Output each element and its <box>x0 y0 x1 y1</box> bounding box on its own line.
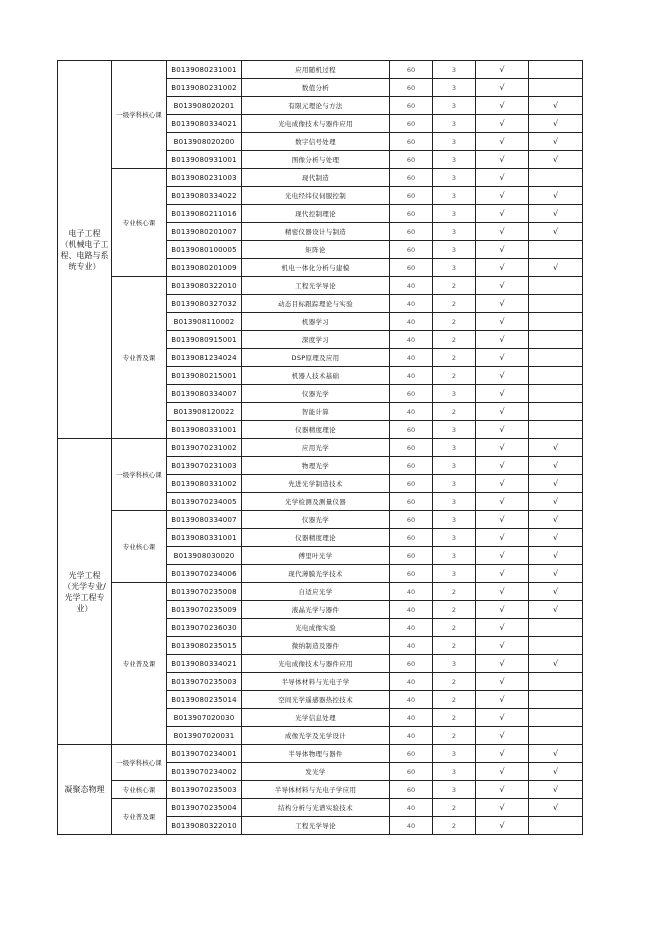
course-category: 一级学科核心课 <box>112 439 167 511</box>
course-credits: 2 <box>433 673 476 691</box>
course-code: B013908020201 <box>167 97 242 115</box>
course-name: 精密仪器设计与制造 <box>242 223 390 241</box>
required-check: √ <box>476 673 529 691</box>
required-check: √ <box>476 187 529 205</box>
course-hours: 60 <box>390 745 433 763</box>
course-code: B0139080915001 <box>167 331 242 349</box>
required-check: √ <box>476 475 529 493</box>
major-name: 光学工程 （光学专业/光学工程专业） <box>58 439 112 745</box>
course-credits: 3 <box>433 745 476 763</box>
required-check: √ <box>476 817 529 835</box>
course-hours: 60 <box>390 529 433 547</box>
course-hours: 60 <box>390 61 433 79</box>
required-check: √ <box>476 511 529 529</box>
course-credits: 3 <box>433 223 476 241</box>
course-credits: 2 <box>433 331 476 349</box>
degree-check <box>529 61 583 79</box>
course-code: B0139070236030 <box>167 619 242 637</box>
course-code: B0139070231003 <box>167 457 242 475</box>
required-check: √ <box>476 583 529 601</box>
course-category: 专业普及课 <box>112 277 167 439</box>
course-name: 机电一体化分析与建模 <box>242 259 390 277</box>
course-code: B0139080334021 <box>167 655 242 673</box>
degree-check <box>529 169 583 187</box>
course-name: 现代控制理论 <box>242 205 390 223</box>
course-hours: 60 <box>390 475 433 493</box>
course-credits: 3 <box>433 547 476 565</box>
degree-check <box>529 637 583 655</box>
course-name: 微纳制造及器件 <box>242 637 390 655</box>
course-name: 光电经纬仪伺服控制 <box>242 187 390 205</box>
course-code: B0139080235014 <box>167 691 242 709</box>
course-code: B013907020031 <box>167 727 242 745</box>
course-hours: 40 <box>390 691 433 709</box>
required-check: √ <box>476 637 529 655</box>
course-credits: 2 <box>433 619 476 637</box>
course-name: 智能计算 <box>242 403 390 421</box>
course-name: 矩阵论 <box>242 241 390 259</box>
course-hours: 60 <box>390 115 433 133</box>
degree-check <box>529 241 583 259</box>
required-check: √ <box>476 403 529 421</box>
course-hours: 60 <box>390 223 433 241</box>
course-code: B0139080334007 <box>167 385 242 403</box>
course-credits: 3 <box>433 205 476 223</box>
degree-check: √ <box>529 115 583 133</box>
course-hours: 60 <box>390 511 433 529</box>
course-table-body <box>58 61 583 835</box>
required-check: √ <box>476 97 529 115</box>
course-hours: 40 <box>390 601 433 619</box>
degree-check: √ <box>529 547 583 565</box>
degree-check: √ <box>529 439 583 457</box>
required-check: √ <box>476 205 529 223</box>
course-hours: 40 <box>390 403 433 421</box>
degree-check: √ <box>529 133 583 151</box>
course-category: 一级学科核心课 <box>112 745 167 781</box>
course-code: B0139080235015 <box>167 637 242 655</box>
course-credits: 2 <box>433 817 476 835</box>
course-code: B013908020200 <box>167 133 242 151</box>
course-credits: 3 <box>433 97 476 115</box>
degree-check <box>529 691 583 709</box>
degree-check: √ <box>529 799 583 817</box>
degree-check: √ <box>529 781 583 799</box>
table-row <box>58 169 583 187</box>
course-hours: 60 <box>390 547 433 565</box>
course-name: 半导体材料与光电子学 <box>242 673 390 691</box>
course-code: B0139081234024 <box>167 349 242 367</box>
course-credits: 3 <box>433 565 476 583</box>
required-check: √ <box>476 223 529 241</box>
course-hours: 40 <box>390 583 433 601</box>
course-code: B013908110002 <box>167 313 242 331</box>
degree-check: √ <box>529 457 583 475</box>
course-code: B0139070234006 <box>167 565 242 583</box>
course-credits: 2 <box>433 403 476 421</box>
course-credits: 2 <box>433 799 476 817</box>
course-code: B0139070234001 <box>167 745 242 763</box>
course-credits: 3 <box>433 493 476 511</box>
course-code: B0139080331001 <box>167 529 242 547</box>
course-hours: 60 <box>390 763 433 781</box>
degree-check <box>529 79 583 97</box>
course-category: 专业普及课 <box>112 583 167 745</box>
course-hours: 40 <box>390 799 433 817</box>
required-check: √ <box>476 151 529 169</box>
required-check: √ <box>476 61 529 79</box>
required-check: √ <box>476 367 529 385</box>
course-name: 光学检测及测量仪器 <box>242 493 390 511</box>
course-hours: 60 <box>390 781 433 799</box>
degree-check: √ <box>529 205 583 223</box>
course-hours: 40 <box>390 709 433 727</box>
course-credits: 3 <box>433 529 476 547</box>
major-name: 凝聚态物理 <box>58 745 112 835</box>
course-hours: 60 <box>390 565 433 583</box>
required-check: √ <box>476 781 529 799</box>
course-code: B0139070235004 <box>167 799 242 817</box>
course-hours: 60 <box>390 421 433 439</box>
required-check: √ <box>476 691 529 709</box>
course-code: B0139080322010 <box>167 277 242 295</box>
degree-check: √ <box>529 223 583 241</box>
required-check: √ <box>476 169 529 187</box>
course-hours: 40 <box>390 349 433 367</box>
course-name: 动态目标跟踪理论与实验 <box>242 295 390 313</box>
course-credits: 3 <box>433 457 476 475</box>
course-name: 光电成像实验 <box>242 619 390 637</box>
course-hours: 60 <box>390 493 433 511</box>
course-name: 仪器光学 <box>242 511 390 529</box>
course-code: B0139080327032 <box>167 295 242 313</box>
course-name: 自适应光学 <box>242 583 390 601</box>
course-name: 仪器光学 <box>242 385 390 403</box>
required-check: √ <box>476 295 529 313</box>
course-credits: 2 <box>433 277 476 295</box>
course-credits: 3 <box>433 115 476 133</box>
course-name: 仪器精度理论 <box>242 421 390 439</box>
degree-check <box>529 367 583 385</box>
degree-check <box>529 349 583 367</box>
required-check: √ <box>476 385 529 403</box>
required-check: √ <box>476 133 529 151</box>
degree-check <box>529 727 583 745</box>
required-check: √ <box>476 457 529 475</box>
course-code: B0139080322010 <box>167 817 242 835</box>
course-hours: 60 <box>390 133 433 151</box>
course-name: 应用光学 <box>242 439 390 457</box>
course-code: B0139080211016 <box>167 205 242 223</box>
degree-check <box>529 313 583 331</box>
course-name: 空间光学遥感器热控技术 <box>242 691 390 709</box>
course-credits: 2 <box>433 709 476 727</box>
course-credits: 2 <box>433 637 476 655</box>
required-check: √ <box>476 727 529 745</box>
course-code: B0139080201009 <box>167 259 242 277</box>
course-code: B0139080331002 <box>167 475 242 493</box>
course-category: 专业核心课 <box>112 169 167 277</box>
course-credits: 3 <box>433 781 476 799</box>
degree-check: √ <box>529 475 583 493</box>
course-table <box>57 60 583 835</box>
course-hours: 60 <box>390 79 433 97</box>
course-name: 液晶光学与器件 <box>242 601 390 619</box>
course-hours: 40 <box>390 367 433 385</box>
degree-check <box>529 619 583 637</box>
course-code: B0139070231002 <box>167 439 242 457</box>
required-check: √ <box>476 241 529 259</box>
required-check: √ <box>476 745 529 763</box>
course-credits: 3 <box>433 511 476 529</box>
course-code: B0139080231003 <box>167 169 242 187</box>
degree-check: √ <box>529 493 583 511</box>
course-hours: 60 <box>390 457 433 475</box>
course-code: B0139080334021 <box>167 115 242 133</box>
course-code: B0139080100005 <box>167 241 242 259</box>
course-code: B0139080201007 <box>167 223 242 241</box>
required-check: √ <box>476 349 529 367</box>
required-check: √ <box>476 115 529 133</box>
course-credits: 2 <box>433 601 476 619</box>
course-hours: 60 <box>390 151 433 169</box>
table-row <box>58 781 583 799</box>
degree-check: √ <box>529 529 583 547</box>
course-name: 数值分析 <box>242 79 390 97</box>
course-code: B0139070234005 <box>167 493 242 511</box>
course-credits: 3 <box>433 439 476 457</box>
course-code: B0139080334022 <box>167 187 242 205</box>
course-credits: 2 <box>433 583 476 601</box>
table-row <box>58 583 583 601</box>
course-hours: 60 <box>390 241 433 259</box>
degree-check <box>529 403 583 421</box>
degree-check: √ <box>529 187 583 205</box>
degree-check: √ <box>529 745 583 763</box>
required-check: √ <box>476 763 529 781</box>
degree-check <box>529 331 583 349</box>
course-code: B0139080215001 <box>167 367 242 385</box>
course-credits: 3 <box>433 259 476 277</box>
course-hours: 40 <box>390 817 433 835</box>
course-name: 工程光学导论 <box>242 817 390 835</box>
course-credits: 3 <box>433 187 476 205</box>
course-hours: 60 <box>390 97 433 115</box>
degree-check: √ <box>529 97 583 115</box>
degree-check: √ <box>529 259 583 277</box>
course-code: B0139080331001 <box>167 421 242 439</box>
degree-check <box>529 295 583 313</box>
required-check: √ <box>476 601 529 619</box>
table-row <box>58 277 583 295</box>
course-hours: 40 <box>390 727 433 745</box>
required-check: √ <box>476 259 529 277</box>
course-credits: 3 <box>433 763 476 781</box>
major-name: 电子工程 （机械电子工程、电路与系统专业） <box>58 61 112 439</box>
course-credits: 2 <box>433 349 476 367</box>
course-code: B013908120022 <box>167 403 242 421</box>
course-name: 傅里叶光学 <box>242 547 390 565</box>
course-credits: 2 <box>433 295 476 313</box>
required-check: √ <box>476 655 529 673</box>
course-name: 光学信息处理 <box>242 709 390 727</box>
table-row <box>58 439 583 457</box>
course-name: 先进光学制造技术 <box>242 475 390 493</box>
course-name: 有限元理论与方法 <box>242 97 390 115</box>
course-hours: 60 <box>390 439 433 457</box>
course-credits: 3 <box>433 655 476 673</box>
required-check: √ <box>476 439 529 457</box>
course-name: 光电成像技术与器件应用 <box>242 655 390 673</box>
course-category: 一级学科核心课 <box>112 61 167 169</box>
course-name: 应用随机过程 <box>242 61 390 79</box>
course-hours: 60 <box>390 187 433 205</box>
required-check: √ <box>476 331 529 349</box>
required-check: √ <box>476 799 529 817</box>
course-name: 现代制造 <box>242 169 390 187</box>
course-code: B0139080231001 <box>167 61 242 79</box>
course-code: B0139070235008 <box>167 583 242 601</box>
course-code: B0139080334007 <box>167 511 242 529</box>
course-name: 现代薄膜光学技术 <box>242 565 390 583</box>
table-row <box>58 745 583 763</box>
course-code: B0139080231002 <box>167 79 242 97</box>
course-credits: 2 <box>433 727 476 745</box>
degree-check <box>529 673 583 691</box>
course-hours: 40 <box>390 295 433 313</box>
degree-check <box>529 421 583 439</box>
required-check: √ <box>476 277 529 295</box>
degree-check: √ <box>529 511 583 529</box>
course-credits: 3 <box>433 475 476 493</box>
course-credits: 3 <box>433 133 476 151</box>
course-credits: 3 <box>433 241 476 259</box>
course-hours: 60 <box>390 385 433 403</box>
degree-check <box>529 385 583 403</box>
course-name: 机器学习 <box>242 313 390 331</box>
course-name: 深度学习 <box>242 331 390 349</box>
required-check: √ <box>476 547 529 565</box>
course-name: 物理光学 <box>242 457 390 475</box>
course-code: B013908030020 <box>167 547 242 565</box>
required-check: √ <box>476 493 529 511</box>
course-name: 图像分析与处理 <box>242 151 390 169</box>
course-hours: 40 <box>390 637 433 655</box>
required-check: √ <box>476 565 529 583</box>
degree-check: √ <box>529 601 583 619</box>
required-check: √ <box>476 421 529 439</box>
course-name: 发光学 <box>242 763 390 781</box>
course-hours: 60 <box>390 205 433 223</box>
degree-check <box>529 277 583 295</box>
course-credits: 2 <box>433 313 476 331</box>
course-code: B0139070234002 <box>167 763 242 781</box>
course-code: B0139070235003 <box>167 781 242 799</box>
required-check: √ <box>476 529 529 547</box>
course-name: 成像光学及光学设计 <box>242 727 390 745</box>
course-name: 半导体材料与光电子学应用 <box>242 781 390 799</box>
course-name: 机器人技术基础 <box>242 367 390 385</box>
course-code: B0139070235003 <box>167 673 242 691</box>
course-credits: 2 <box>433 367 476 385</box>
degree-check <box>529 817 583 835</box>
table-row <box>58 799 583 817</box>
course-category: 专业普及课 <box>112 799 167 835</box>
course-name: 工程光学导论 <box>242 277 390 295</box>
course-name: 光电成像技术与器件应用 <box>242 115 390 133</box>
course-category: 专业核心课 <box>112 781 167 799</box>
course-hours: 60 <box>390 655 433 673</box>
course-name: 半导体物理与器件 <box>242 745 390 763</box>
required-check: √ <box>476 79 529 97</box>
degree-check: √ <box>529 583 583 601</box>
table-row <box>58 511 583 529</box>
course-credits: 3 <box>433 151 476 169</box>
course-code: B0139070235009 <box>167 601 242 619</box>
course-hours: 40 <box>390 673 433 691</box>
course-credits: 2 <box>433 691 476 709</box>
course-name: 数字信号处理 <box>242 133 390 151</box>
table-row <box>58 61 583 79</box>
course-credits: 3 <box>433 421 476 439</box>
course-name: 结构分析与光谱实验技术 <box>242 799 390 817</box>
course-hours: 40 <box>390 331 433 349</box>
course-hours: 60 <box>390 169 433 187</box>
course-code: B0139080931001 <box>167 151 242 169</box>
course-hours: 60 <box>390 259 433 277</box>
degree-check: √ <box>529 565 583 583</box>
required-check: √ <box>476 709 529 727</box>
course-credits: 3 <box>433 169 476 187</box>
course-hours: 40 <box>390 619 433 637</box>
course-credits: 3 <box>433 61 476 79</box>
course-name: 仪器精度理论 <box>242 529 390 547</box>
course-hours: 40 <box>390 313 433 331</box>
required-check: √ <box>476 619 529 637</box>
course-category: 专业核心课 <box>112 511 167 583</box>
degree-check: √ <box>529 151 583 169</box>
course-code: B013907020030 <box>167 709 242 727</box>
degree-check <box>529 709 583 727</box>
required-check: √ <box>476 313 529 331</box>
course-credits: 3 <box>433 385 476 403</box>
course-hours: 40 <box>390 277 433 295</box>
course-name: DSP原理及应用 <box>242 349 390 367</box>
course-credits: 3 <box>433 79 476 97</box>
degree-check: √ <box>529 763 583 781</box>
degree-check: √ <box>529 655 583 673</box>
